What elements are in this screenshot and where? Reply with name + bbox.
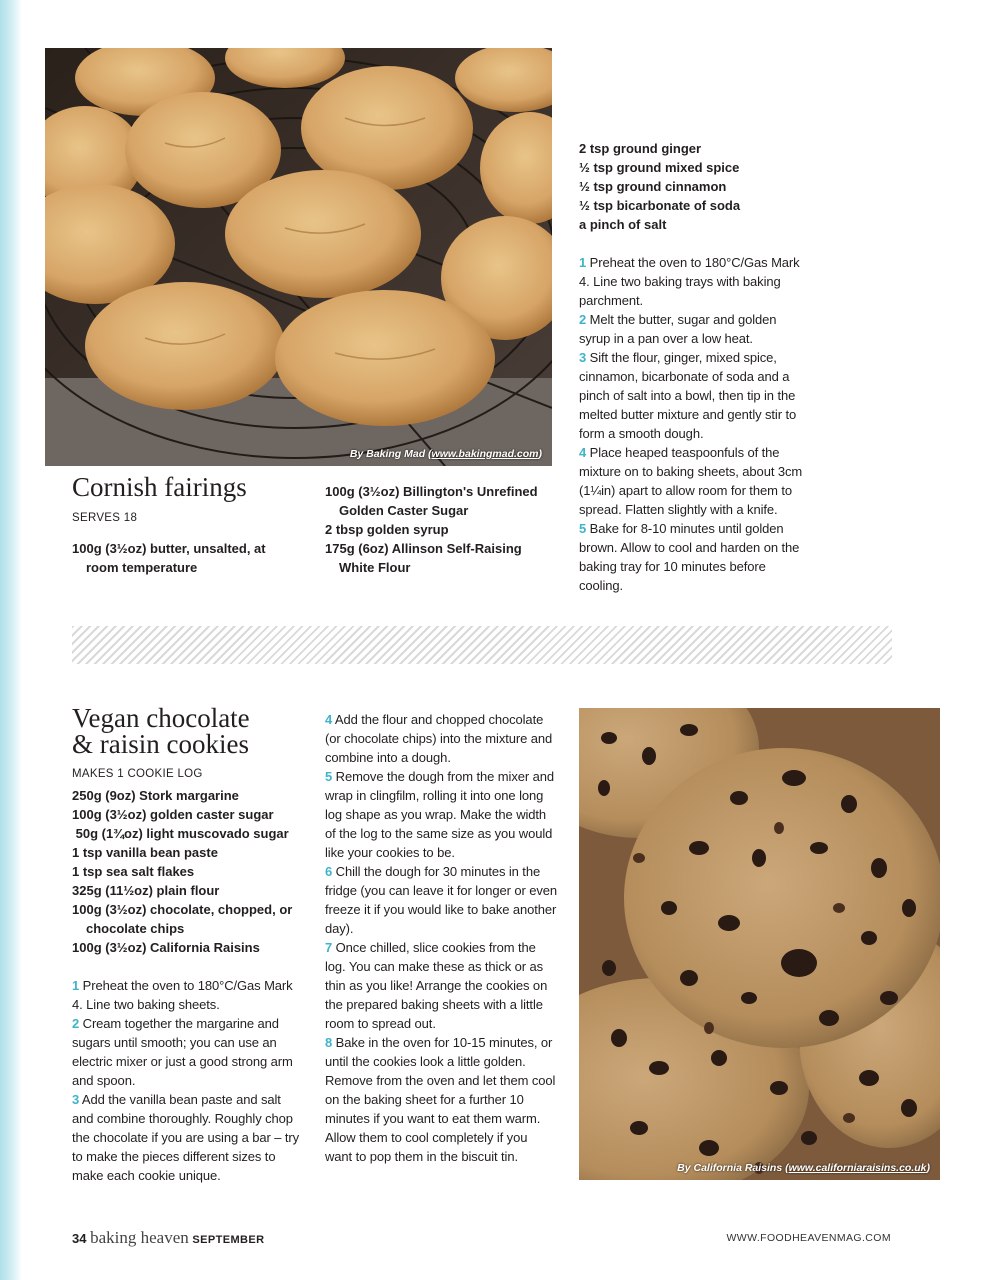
step-number: 1 [579, 255, 587, 270]
ingredient: 325g (11½oz) plain flour [72, 883, 220, 898]
serves-label: SERVES 18 [72, 512, 138, 524]
ingredient [325, 520, 565, 539]
method-steps [72, 976, 300, 1185]
ingredient-text: 100g (3½oz) Billington's Unrefined [325, 484, 538, 499]
photo-credit-link[interactable]: www.californiaraisins.co.uk [788, 1162, 927, 1174]
method-step [579, 519, 811, 595]
photo-credit [677, 1162, 930, 1174]
section-divider [72, 626, 892, 664]
ingredients-list [72, 786, 317, 957]
photo-credit [350, 448, 542, 460]
step-text: Once chilled, slice cookies from the log. You can make these as thick or as thin as you like! Arrange the cookies on the prepared baking sheets with a little room to spread out. [325, 940, 548, 1031]
ingredient-text-cont: Golden Caster Sugar [339, 503, 469, 518]
cornish-fairings-photo [45, 48, 552, 466]
method-step [579, 253, 811, 310]
step-text: Add the vanilla bean paste and salt and combine thoroughly. Roughly chop the chocolate if you are using a bar – try to make the pieces different sizes to make each cookie unique. [72, 1092, 300, 1183]
method-step [325, 767, 557, 862]
step-text: Add the flour and chopped chocolate (or chocolate chips) into the mixture and combine into a dough. [325, 712, 553, 765]
step-number: 5 [325, 769, 333, 784]
ingredient: 1 tsp sea salt flakes [72, 864, 195, 879]
method-steps [325, 710, 557, 1166]
recipe-title-line: Vegan chocolate [72, 703, 250, 733]
ingredients-list [579, 139, 819, 234]
ingredients-list [72, 539, 312, 577]
step-text: Bake in the oven for 10-15 minutes, or until the cookies look a little golden. Remove from the oven and let them cool on the baking sheet for a further 10 minutes if you want to eat them warm. Allow them to cool completely if you want to pop them in the biscuit tin. [325, 1035, 556, 1164]
method-step [72, 976, 300, 1014]
ingredient: 100g (3½oz) California Raisins [72, 940, 260, 955]
step-number: 5 [579, 521, 587, 536]
step-number: 4 [325, 712, 333, 727]
method-step [325, 862, 557, 938]
ingredient: ½ tsp ground cinnamon [579, 179, 727, 194]
photo-credit-text: By California Raisins ( [677, 1162, 789, 1174]
photo-credit-close: ) [926, 1162, 930, 1174]
method-step [72, 1014, 300, 1090]
ingredient-cont: chocolate chips [86, 921, 185, 936]
recipe-title-line: & raisin cookies [72, 729, 249, 759]
step-text: Remove the dough from the mixer and wrap in clingfilm, rolling it into one long log shape as you wrap. Make the width of the log to the same size as you would like your cookies to be. [325, 769, 554, 860]
ingredient-text: 175g (6oz) Allinson Self-Raising [325, 541, 522, 556]
step-number: 7 [325, 940, 333, 955]
photo-credit-close: ) [538, 448, 542, 460]
ingredient [325, 539, 565, 577]
ingredient [325, 482, 565, 520]
method-step [579, 348, 811, 443]
photo-credit-link[interactable]: www.bakingmad.com [431, 448, 539, 460]
step-text: Preheat the oven to 180°C/Gas Mark 4. Line two baking trays with baking parchment. [579, 255, 800, 308]
step-text: Preheat the oven to 180°C/Gas Mark 4. Line two baking sheets. [72, 978, 293, 1012]
page-number: 34 [72, 1231, 87, 1246]
ingredient-text: 100g (3½oz) butter, unsalted, at [72, 541, 266, 556]
cookies-on-rack-image [45, 48, 552, 466]
step-number: 3 [579, 350, 587, 365]
method-step [72, 1090, 300, 1185]
photo-credit-text: By Baking Mad ( [349, 448, 432, 460]
ingredient: 50g (1¾oz) light muscovado sugar [72, 826, 289, 841]
ingredient: a pinch of salt [579, 217, 667, 232]
ingredient: ½ tsp bicarbonate of soda [579, 198, 741, 213]
ingredient [72, 539, 312, 577]
step-number: 2 [72, 1016, 80, 1031]
magazine-name: baking heaven [90, 1228, 189, 1247]
ingredient: ½ tsp ground mixed spice [579, 160, 740, 175]
step-text: Bake for 8-10 minutes until golden brown. Allow to cool and harden on the baking tray for 10 minutes before cooling. [579, 521, 800, 593]
method-steps [579, 253, 811, 595]
method-step [579, 443, 811, 519]
issue-month: SEPTEMBER [192, 1234, 265, 1246]
ingredient-text: 2 tbsp golden syrup [325, 522, 449, 537]
vegan-cookies-photo [579, 708, 940, 1180]
makes-label: MAKES 1 COOKIE LOG [72, 768, 203, 780]
step-text: Place heaped teaspoonfuls of the mixture on to baking sheets, about 3cm (1¼in) apart to allow room for them to spread. Flatten slightly with a knife. [579, 445, 803, 517]
method-step [325, 1033, 557, 1166]
ingredients-list [325, 482, 565, 577]
page-footer [72, 1228, 264, 1248]
ingredient: 250g (9oz) Stork margarine [72, 788, 239, 803]
website-url[interactable]: WWW.FOODHEAVENMAG.COM [726, 1232, 891, 1244]
chocolate-raisin-cookies-image [579, 708, 940, 1180]
ingredient: 100g (3½oz) golden caster sugar [72, 807, 274, 822]
ingredient-text-cont: room temperature [86, 560, 198, 575]
step-number: 6 [325, 864, 333, 879]
step-number: 8 [325, 1035, 333, 1050]
step-text: Melt the butter, sugar and golden syrup in a pan over a low heat. [579, 312, 777, 346]
ingredient: 1 tsp vanilla bean paste [72, 845, 218, 860]
step-text: Sift the flour, ginger, mixed spice, cinnamon, bicarbonate of soda and a pinch of salt into a bowl, then tip in the melted butter mixture and gently stir to form a smooth dough. [579, 350, 797, 441]
ingredient: 100g (3½oz) chocolate, chopped, or [72, 902, 293, 917]
method-step [325, 710, 557, 767]
ingredient-text-cont: White Flour [339, 560, 411, 575]
method-step [579, 310, 811, 348]
page-edge-strip [0, 0, 22, 1280]
step-number: 4 [579, 445, 587, 460]
recipe-title [72, 705, 250, 757]
ingredient: 2 tsp ground ginger [579, 141, 702, 156]
recipe-title: Cornish fairings [72, 472, 247, 502]
step-number: 1 [72, 978, 80, 993]
step-number: 2 [579, 312, 587, 327]
method-step [325, 938, 557, 1033]
step-text: Cream together the margarine and sugars until smooth; you can use an electric mixer or just a good strong arm and spoon. [72, 1016, 293, 1088]
step-text: Chill the dough for 30 minutes in the fridge (you can leave it for longer or even freeze it if you would like to bake another day). [325, 864, 557, 936]
step-number: 3 [72, 1092, 80, 1107]
